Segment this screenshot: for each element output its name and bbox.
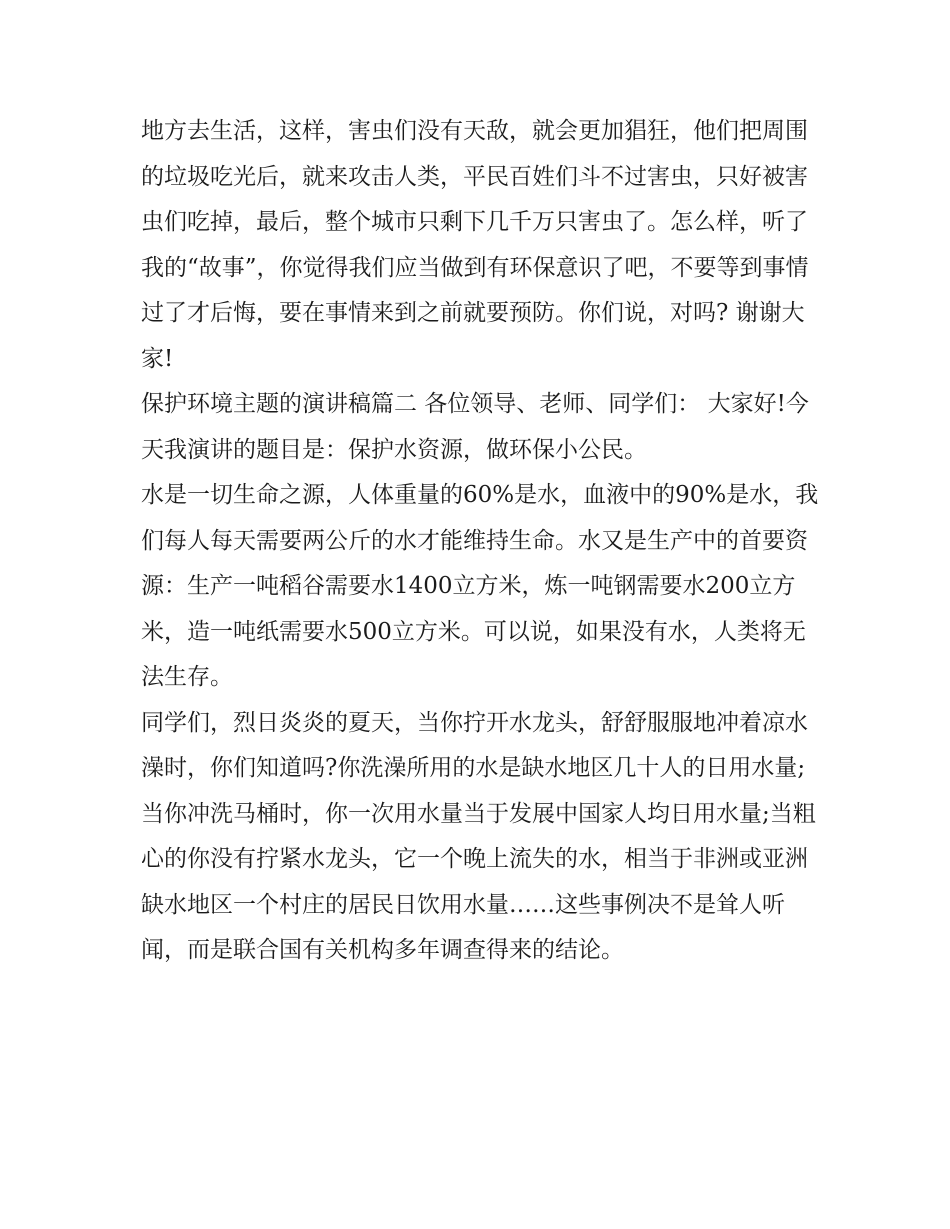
- paragraph-water-source: 水是一切生命之源，人体重量的60%是水，血液中的90%是水，我们每人每天需要两公斤的水才能维持生命。水又是生产中的首要资源：生产一吨稻谷需要水1400立方米，炼一吨钢需要水200立方米，造一吨纸需要水500立方米。可以说，如果没有水，人类将无法生存。: [141, 482, 819, 690]
- paragraph-water-waste: 同学们，烈日炎炎的夏天，当你拧开水龙头，舒舒服服地冲着凉水澡时，你们知道吗?你洗澡所用的水是缺水地区几十人的日用水量;当你冲洗马桶时，你一次用水量当于发展中国家人均日用水量;当粗心的你没有拧紧水龙头，它一个晚上流失的水，相当于非洲或亚洲缺水地区一个村庄的居民日饮用水量……这些事例决不是耸人听闻，而是联合国有关机构多年调查得来的结论。: [141, 709, 816, 963]
- paragraph-closing-story: 地方去生活，这样，害虫们没有天敌，就会更加猖狂，他们把周围的垃圾吃光后，就来攻击人类，平民百姓们斗不过害虫，只好被害虫们吃掉，最后，整个城市只剩下几千万只害虫了。怎么样，听了我的“故事”，你觉得我们应当做到有环保意识了吧，不要等到事情过了才后悔，要在事情来到之前就要预防。你们说，对吗? 谢谢大家!: [141, 118, 809, 372]
- paragraph-speech-two-intro: 保护环境主题的演讲稿篇二 各位领导、老师、同学们： 大家好!今天我演讲的题目是：保护水资源，做环保小公民。: [141, 391, 809, 463]
- document-body: [141, 109, 821, 974]
